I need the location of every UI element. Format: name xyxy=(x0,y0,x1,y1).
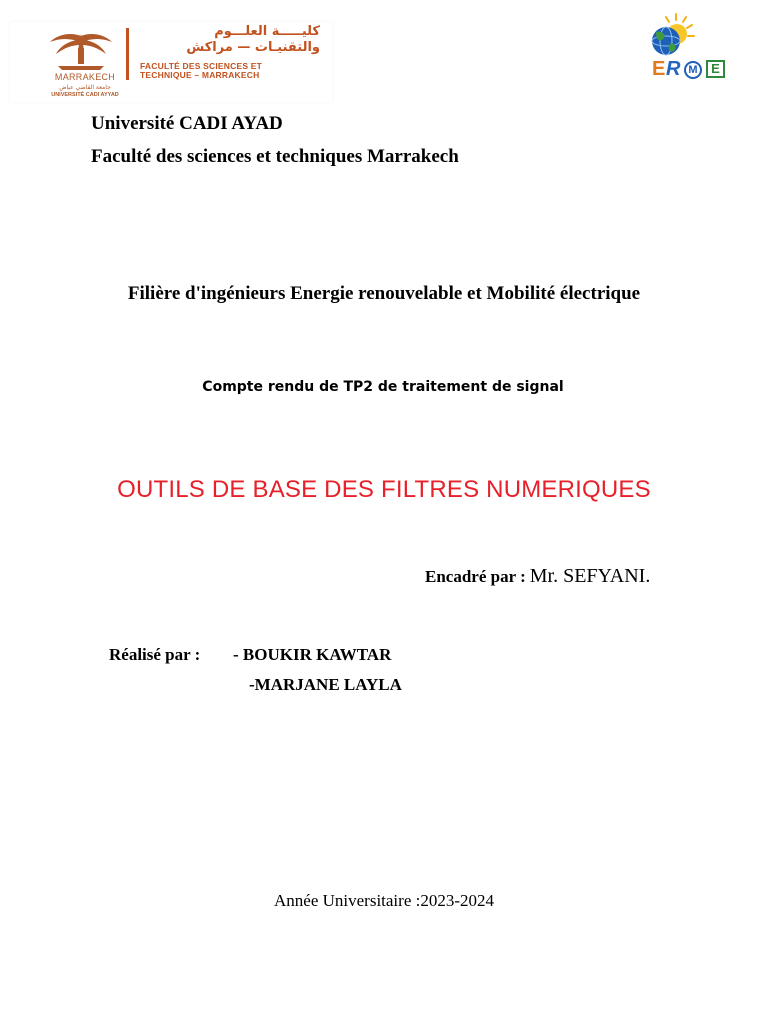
uca-name-arabic: جامعة القاضي عياض xyxy=(59,84,111,91)
logo-divider xyxy=(126,28,129,80)
faculty-name: Faculté des sciences et techniques Marrakech xyxy=(91,146,459,167)
uca-city-label: MARRAKECH xyxy=(54,72,116,82)
erme-logo xyxy=(646,10,732,84)
erme-letter-e1: E xyxy=(652,58,666,80)
university-name: Université CADI AYAD xyxy=(91,113,283,134)
report-subtitle: Compte rendu de TP2 de traitement de signal xyxy=(202,379,564,395)
faculty-name-french-line2: TECHNIQUE – MARRAKECH xyxy=(140,70,260,80)
supervisor-name: Mr. SEFYANI. xyxy=(529,565,651,587)
faculty-name-arabic-line2: والتقنيـات — مراكش xyxy=(186,40,320,55)
erme-letter-r: R xyxy=(666,58,681,80)
uca-name-french: UNIVERSITÉ CADI AYYAD xyxy=(51,92,119,98)
academic-year: Année Universitaire :2023-2024 xyxy=(274,891,494,910)
author-name: -MARJANE LAYLA xyxy=(249,675,402,694)
faculty-name-arabic-line1: كليـــــة العلـــوم xyxy=(214,24,320,39)
program-name: Filière d'ingénieurs Energie renouvelable et Mobilité électrique xyxy=(127,283,641,304)
author-name: - BOUKIR KAWTAR xyxy=(233,645,392,664)
fst-logo xyxy=(10,22,332,102)
faculty-name-french-line1: FACULTÉ DES SCIENCES ET xyxy=(140,61,263,71)
supervisor-line xyxy=(425,565,650,588)
uca-emblem-icon xyxy=(36,28,126,98)
report-title: OUTILS DE BASE DES FILTRES NUMERIQUES xyxy=(117,476,651,503)
erme-letter-e2: E xyxy=(706,60,725,78)
erme-letter-m: M xyxy=(684,61,702,79)
supervisor-label: Encadré par : xyxy=(425,567,526,586)
authors-label: Réalisé par : xyxy=(109,645,201,664)
